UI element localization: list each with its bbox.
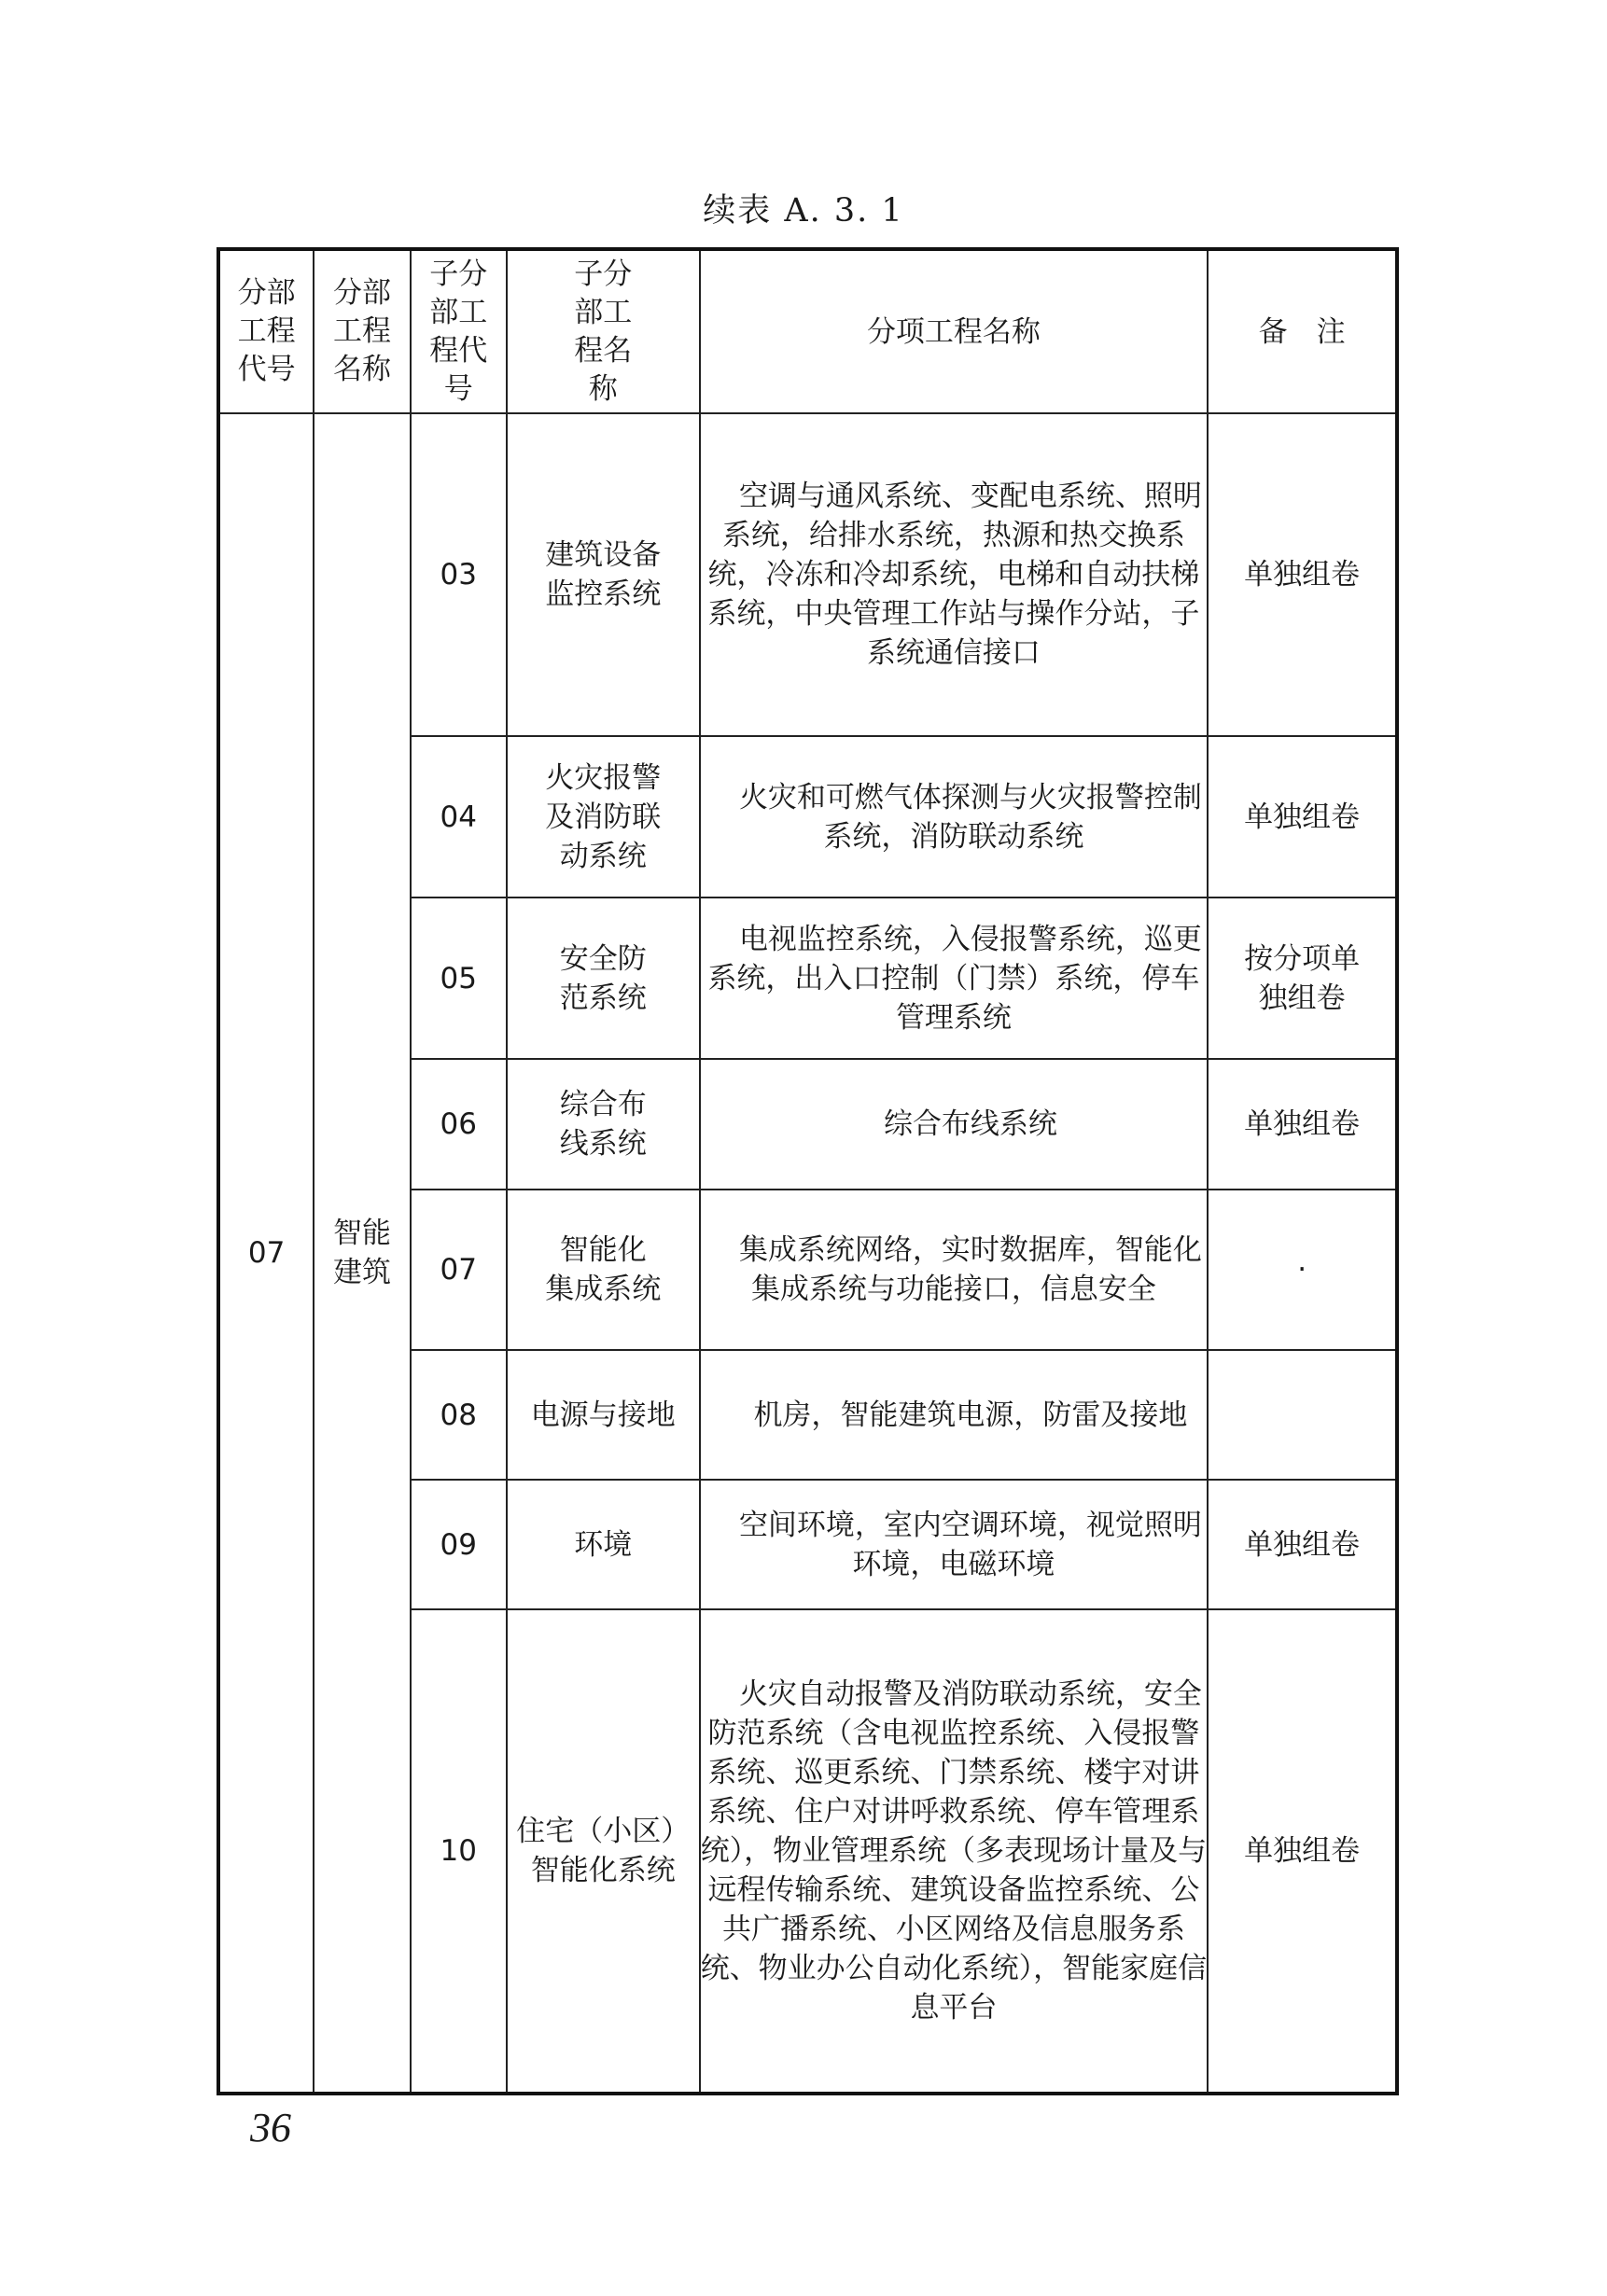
header-subdivision-code	[411, 249, 507, 413]
subdivision-code: 05	[411, 898, 507, 1059]
header-division-code	[218, 249, 314, 413]
subdivision-name: 建筑设备 监控系统	[507, 413, 700, 736]
subdivision-code: 10	[411, 1609, 507, 2094]
item-names	[700, 1480, 1209, 1609]
item-names-text: 综合布线系统	[883, 1107, 1057, 1141]
header-item-names	[700, 249, 1209, 413]
item-names-text: 空调与通风系统、变配电系统、照明系统，给排水系统，热源和热交换系统，冷冻和冷却系统，电梯和自动扶梯系统，中央管理工作站与操作分站，子系统通信接口	[707, 480, 1202, 670]
subdivision-name: 综合布 线系统	[507, 1059, 700, 1190]
subdivision-name: 住宅（小区） 智能化系统	[507, 1609, 700, 2094]
remark: 单独组卷	[1208, 1609, 1397, 2094]
subdivision-code: 07	[411, 1190, 507, 1350]
item-names	[700, 413, 1209, 736]
remark: 按分项单 独组卷	[1208, 898, 1397, 1059]
item-names-text: 火灾自动报警及消防联动系统，安全防范系统（含电视监控系统、入侵报警系统、巡更系统、门禁系统、楼宇对讲系统、住户对讲呼救系统、停车管理系统），物业管理系统（多表现场计量及与远程传输系统、建筑设备监控系统、公共广播系统、小区网络及信息服务系统、物业办公自动化系统），智能家庭信息平台	[700, 1677, 1208, 2025]
table-caption: 续表 A. 3. 1	[703, 192, 904, 230]
subdivision-code: 06	[411, 1059, 507, 1190]
header-item-names-label: 分项工程名称	[866, 314, 1041, 349]
header-subdivision-code-label: 子分 部工 程代 号	[429, 257, 488, 406]
item-names	[700, 1350, 1209, 1480]
header-row	[218, 249, 1397, 413]
header-subdivision-name-label: 子分 部工 程名 称	[574, 257, 633, 406]
item-names	[700, 1609, 1209, 2094]
remark: 单独组卷	[1208, 413, 1397, 736]
header-division-name	[314, 249, 410, 413]
subdivision-name: 环境	[507, 1480, 700, 1609]
header-subdivision-name	[507, 249, 700, 413]
division-code: 07	[218, 413, 314, 2094]
page-number: 36	[250, 2105, 291, 2150]
item-names-text: 空间环境，室内空调环境，视觉照明环境，电磁环境	[738, 1508, 1202, 1581]
remark: 单独组卷	[1208, 736, 1397, 898]
item-names	[700, 1190, 1209, 1350]
subdivision-name: 智能化 集成系统	[507, 1190, 700, 1350]
subdivision-code: 03	[411, 413, 507, 736]
item-names-text: 火灾和可燃气体探测与火灾报警控制系统，消防联动系统	[738, 780, 1202, 854]
header-remarks-label: 备 注	[1258, 314, 1346, 349]
header-remarks	[1208, 249, 1397, 413]
subdivision-name: 安全防 范系统	[507, 898, 700, 1059]
subdivision-code: 09	[411, 1480, 507, 1609]
subdivision-code: 04	[411, 736, 507, 898]
division-table	[217, 247, 1399, 2095]
remark: 单独组卷	[1208, 1480, 1397, 1609]
table-row	[218, 413, 1397, 736]
item-names-text: 集成系统网络，实时数据库，智能化集成系统与功能接口，信息安全	[738, 1233, 1202, 1306]
item-names-text: 电视监控系统，入侵报警系统，巡更系统，出入口控制（门禁）系统，停车管理系统	[707, 922, 1202, 1035]
subdivision-name: 电源与接地	[507, 1350, 700, 1480]
item-names	[700, 1059, 1209, 1190]
header-division-code-label: 分部 工程 代号	[237, 276, 296, 386]
division-name: 智能 建筑	[314, 413, 410, 2094]
item-names	[700, 898, 1209, 1059]
remark: 单独组卷	[1208, 1059, 1397, 1190]
subdivision-code: 08	[411, 1350, 507, 1480]
remark: ·	[1208, 1190, 1397, 1350]
item-names	[700, 736, 1209, 898]
item-names-text: 机房，智能建筑电源，防雷及接地	[753, 1398, 1188, 1432]
remark	[1208, 1350, 1397, 1480]
subdivision-name: 火灾报警 及消防联 动系统	[507, 736, 700, 898]
header-division-name-label: 分部 工程 名称	[332, 276, 391, 386]
